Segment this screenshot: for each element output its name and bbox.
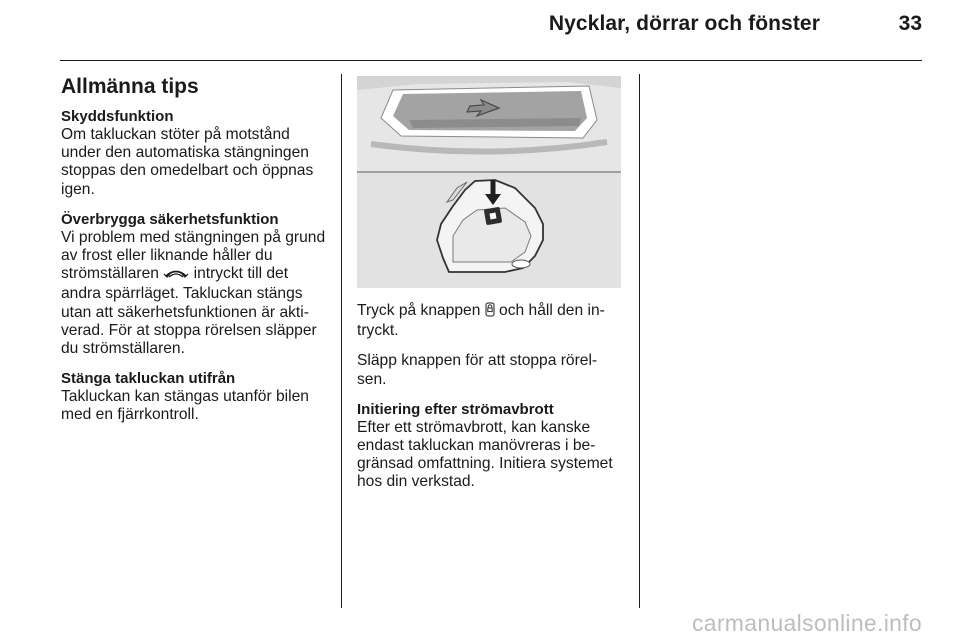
watermark: carmanualsonline.info (691, 610, 922, 636)
override-text-part1: Vi problem med stängningen på grund av frost eller liknande håller du strömställaren (61, 228, 326, 283)
page-header-title: Nycklar, dörrar och fönster (548, 12, 820, 35)
paragraph-override (61, 229, 329, 358)
page-number: 33 (898, 12, 922, 35)
release-instruction: Släpp knappen för att stoppa rörel-sen. (357, 352, 598, 388)
subheading-override: Överbrygga säkerhetsfunktion (61, 210, 279, 228)
header-rule (60, 60, 922, 61)
right-column (357, 74, 623, 504)
instruction-text-part2: och håll den in-tryckt. (357, 302, 605, 340)
subheading-initialization: Initiering efter strömavbrott (357, 400, 554, 418)
left-column (61, 74, 329, 437)
sunroof-switch-icon (163, 266, 189, 285)
override-text-part2: intryckt till det andra spärrläget. Takluckan stängs utan att säkerhetsfunktionen är akti-verad. För at stoppa rörelsen släpper du strömställaren. (61, 265, 317, 358)
lock-button-icon (485, 302, 495, 322)
paragraph-initialization: Efter ett strömavbrott, kan kanske endast takluckan manövreras i be-gränsad omfattning. Initiera systemet hos din verkstad. (357, 418, 613, 491)
subheading-protection: Skyddsfunktion (61, 108, 174, 125)
paragraph-protection: Om takluckan stöter på motstånd under den automatiska stängningen stoppas den omedelbart och öppnas igen. (61, 126, 314, 198)
column-divider-left (341, 74, 342, 608)
column-divider-right (639, 74, 640, 608)
paragraph-close-outside: Takluckan kan stängas utanför bilen med en fjärrkontroll. (61, 388, 309, 424)
section-heading: Allmänna tips (61, 75, 199, 98)
instruction-text-part1: Tryck på knappen (357, 302, 485, 319)
instruction-press (357, 302, 623, 340)
subheading-close-outside: Stänga takluckan utifrån (61, 370, 236, 388)
sunroof-remote-illustration (357, 76, 621, 288)
